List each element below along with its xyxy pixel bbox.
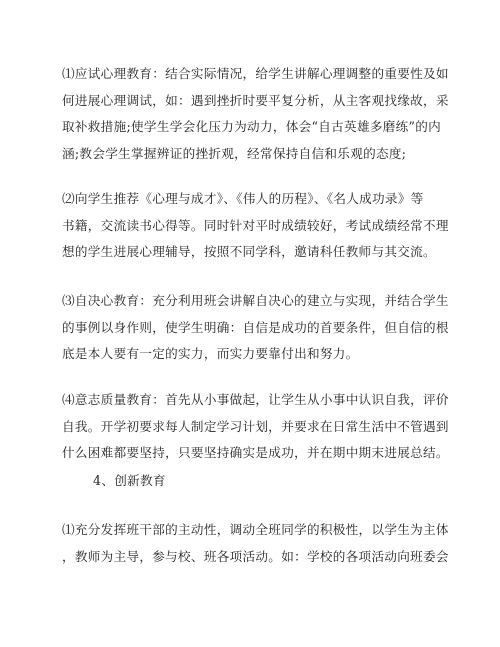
text-line: ⑷意志质量教育：首先从小事做起，让学生从小事中认识自我，评价	[62, 392, 449, 407]
text-line: 何进展心理调试，如：遇到挫折时要平复分析，从主客观找缘故，采	[62, 92, 449, 108]
paragraph-class-cadres	[62, 517, 452, 570]
section-heading: 4、创新教育	[93, 473, 166, 488]
paragraph-book-recommendation	[62, 186, 452, 266]
paragraph-willpower-education	[62, 387, 452, 467]
text-line: ⑵向学生推荐《心理与成才》、《伟人的历程》、《名人成功录》等	[62, 191, 424, 206]
text-line: 的事例以身作则，使学生明确：自信是成功的首要条件，但自信的根	[62, 319, 449, 335]
text-line: 自我。开学初要求每人制定学习计划，并要求在日常生活中不管遇到	[62, 418, 449, 434]
text-line: ⑴充分发挥班干部的主动性，调动全班同学的积极性，以学生为主体	[62, 522, 449, 537]
paragraph-exam-psychology	[62, 61, 452, 167]
text-line: 什么困难都要坚持，只要坚持确实是成功，并在期中期末进展总结。	[62, 445, 449, 460]
text-line: 取补救措施;使学生学会化压力为动力，体会“自古英雄多磨练”的内	[62, 119, 442, 134]
text-line: 涵;教会学生掌握辨证的挫折观，经常保持自信和乐观的态度;	[62, 145, 407, 161]
text-line: ⑶自决心教育：充分利用班会讲解自决心的建立与实现，并结合学生	[62, 293, 449, 308]
text-line: ⑴应试心理教育：结合实际情况，给学生讲解心理调整的重要性及如	[62, 66, 449, 81]
text-line: 书籍，交流读书心得等。同时针对平时成绩较好，考试成绩经常不理	[62, 217, 449, 233]
text-line: 想的学生进展心理辅导，按照不同学科，邀请科任教师与其交流。	[62, 244, 436, 259]
text-line: ，教师为主导，参与校、班各项活动。如：学校的各项活动向班委会	[62, 548, 449, 564]
text-line: 底是本人要有一定的实力，而实力要靠付出和努力。	[62, 346, 359, 361]
paragraph-confidence-education	[62, 288, 452, 368]
